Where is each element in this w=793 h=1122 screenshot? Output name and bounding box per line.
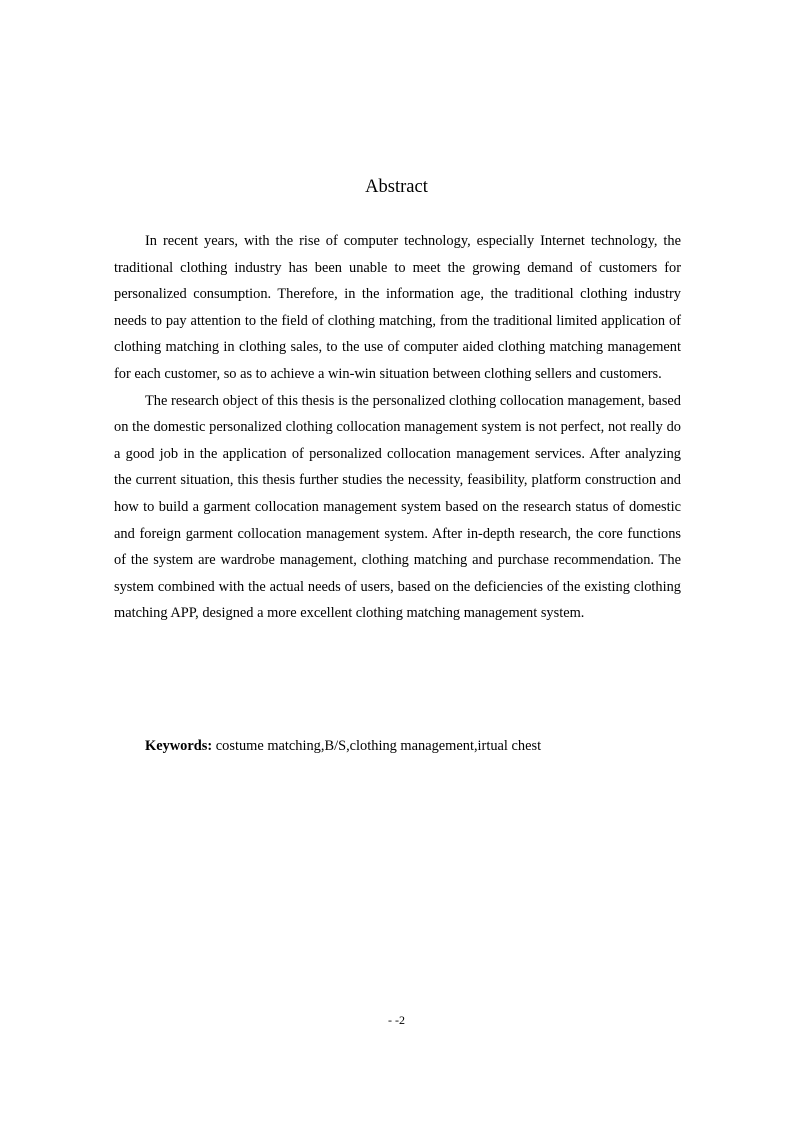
abstract-paragraph-1: In recent years, with the rise of computer technology, especially Internet technology, the traditional clothing industry has been unable to meet the growing demand of customers for personalized consumption. Therefore, in the information age, the traditional clothing industry needs to pay attention to the field of clothing matching, from the traditional limited application of clothing matching in clothing sales, to the use of computer aided clothing matching management for each customer, so as to achieve a win-win situation between clothing sellers and customers. xyxy=(114,233,681,382)
abstract-body xyxy=(114,228,681,627)
abstract-paragraph-2: The research object of this thesis is the personalized clothing collocation management, based on the domestic personalized clothing collocation management system is not perfect, not really do a good job in the application of personalized collocation management services. After analyzing the current situation, this thesis further studies the necessity, feasibility, platform construction and how to build a garment collocation management system based on the research status of domestic and foreign garment collocation management system. After in-depth research, the core functions of the system are wardrobe management, clothing matching and purchase recommendation. The system combined with the actual needs of users, based on the deficiencies of the existing clothing matching APP, designed a more excellent clothing matching management system. xyxy=(114,392,681,622)
keywords-text: costume matching,B/S,clothing management,irtual chest xyxy=(215,738,542,754)
page-number: - -2 xyxy=(388,1013,405,1027)
abstract-title: Abstract xyxy=(365,177,428,197)
keywords-label: Keywords: xyxy=(145,738,213,754)
keywords-line xyxy=(145,735,685,757)
